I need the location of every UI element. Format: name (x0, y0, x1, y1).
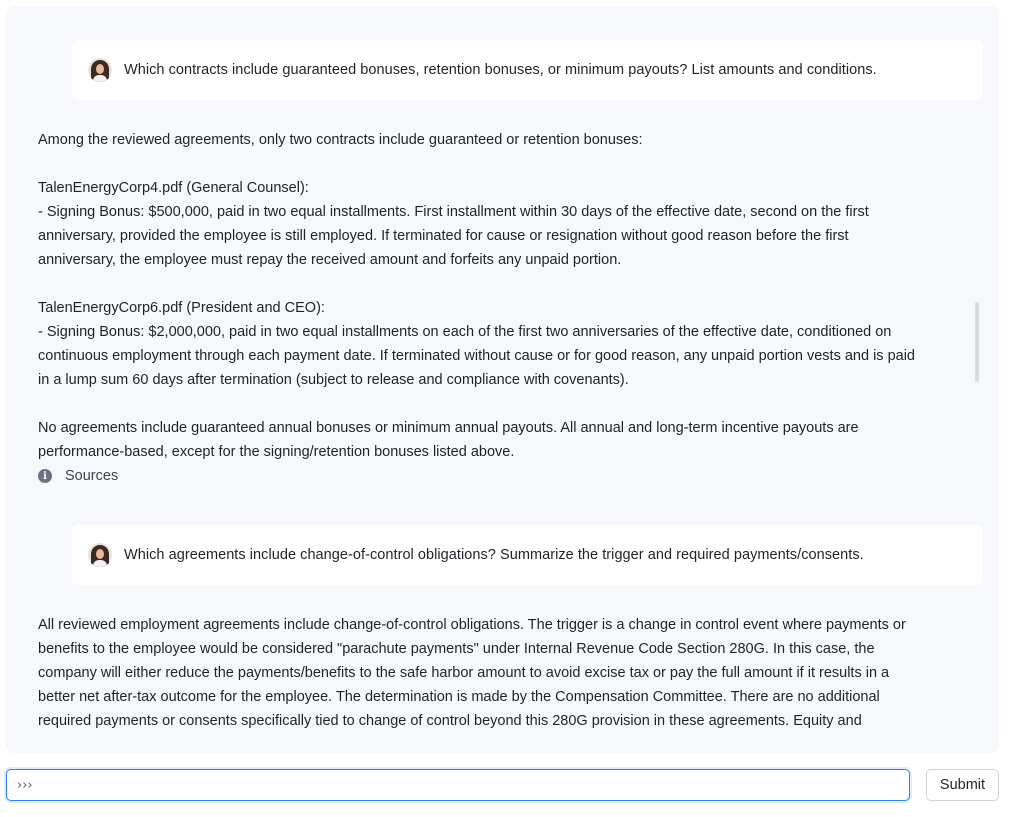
answer-line: benefits to the employee would be considered "parachute payments" under Internal Revenue Code Section 280G. In this case, the (38, 641, 875, 657)
answer-line: TalenEnergyCorp6.pdf (President and CEO): (38, 300, 325, 316)
answer-line: No agreements include guaranteed annual bonuses or minimum annual payouts. All annual and long-term incentive payouts are (38, 420, 859, 436)
answer-line: anniversary, the employee must repay the received amount and forfeits any unpaid portion. (38, 252, 622, 268)
scrollbar-thumb[interactable] (975, 302, 979, 382)
chat-history[interactable] (6, 6, 999, 753)
answer-line: required payments or consents specifically tied to change of control beyond this 280G provision in these agreements. Equity and (38, 713, 862, 729)
answer-line: - Signing Bonus: $500,000, paid in two equal installments. First installment within 30 days of the effective date, second on the first (38, 204, 869, 220)
answer-line: anniversary, provided the employee is still employed. If terminated for cause or resignation without good reason before the first (38, 228, 849, 244)
assistant-message (38, 613, 968, 733)
answer-line: All reviewed employment agreements include change-of-control obligations. The trigger is a change in control event where payments or (38, 617, 906, 633)
assistant-message (38, 128, 968, 464)
user-avatar (88, 58, 112, 82)
sources-label: Sources (65, 468, 119, 484)
answer-line: Among the reviewed agreements, only two contracts include guaranteed or retention bonuses: (38, 132, 643, 148)
answer-line: performance-based, except for the signing/retention bonuses listed above. (38, 444, 515, 460)
user-message (72, 525, 983, 585)
input-row (6, 769, 999, 801)
sources-toggle[interactable] (38, 464, 118, 488)
prompt-input[interactable] (6, 769, 910, 801)
submit-button[interactable]: Submit (926, 769, 999, 801)
user-message (72, 40, 983, 100)
user-message-text: Which contracts include guaranteed bonuses, retention bonuses, or minimum payouts? List amounts and conditions. (124, 62, 877, 78)
answer-line: - Signing Bonus: $2,000,000, paid in two equal installments on each of the first two anniversaries of the effective date, conditioned on (38, 324, 892, 340)
answer-line: continuous employment through each payment date. If terminated without cause or for good reason, any unpaid portion vests and is paid (38, 348, 915, 364)
answer-line: TalenEnergyCorp4.pdf (General Counsel): (38, 180, 309, 196)
answer-line: company will either reduce the payments/benefits to the safe harbor amount to avoid excise tax or pay the full amount if it results in a (38, 665, 890, 681)
answer-line: better net after-tax outcome for the employee. The determination is made by the Compensation Committee. There are no additional (38, 689, 880, 705)
info-icon: i (38, 469, 52, 483)
user-avatar (88, 543, 112, 567)
answer-line: in a lump sum 60 days after termination (subject to release and compliance with covenants). (38, 372, 629, 388)
user-message-text: Which agreements include change-of-control obligations? Summarize the trigger and required payments/consents. (124, 547, 864, 563)
